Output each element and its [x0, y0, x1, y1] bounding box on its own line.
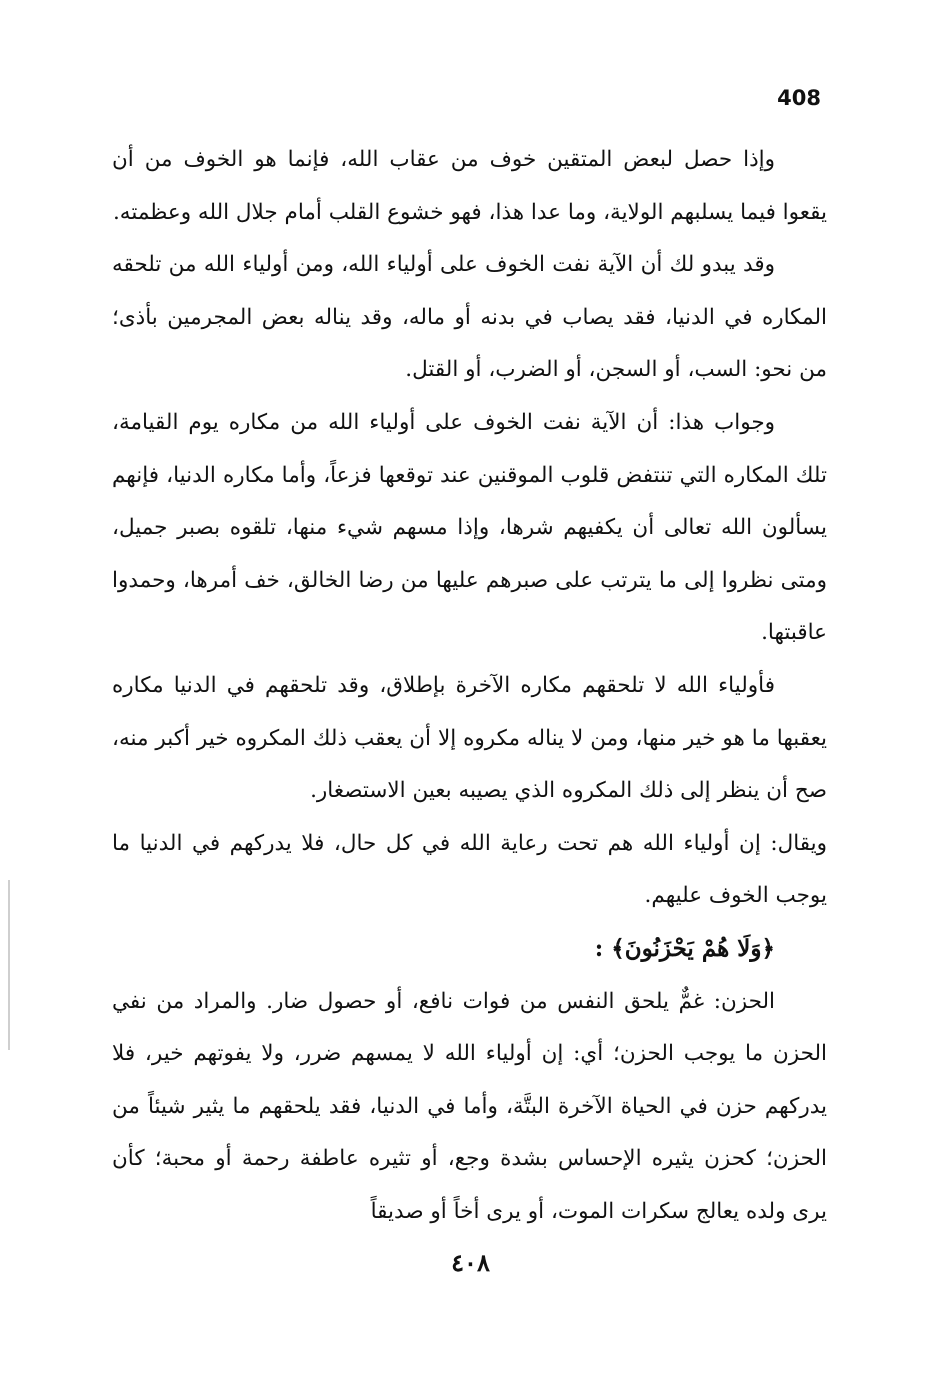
page-body	[112, 134, 827, 1238]
paragraph-5: ويقال: إن أولياء الله هم تحت رعاية الله في كل حال، فلا يدركهم في الدنيا ما يوجب الخوف عليهم.	[112, 830, 827, 909]
verse-close-bracket: ﴾	[611, 934, 625, 962]
paragraph-3: وجواب هذا: أن الآية نفت الخوف على أولياء الله من مكاره يوم القيامة، تلك المكاره التي تنتفض قلوب الموقنين عند توقعها فزعاً، وأما مكاره الدنيا، فإنهم يسألون الله تعالى أن يكفيهم شرها، وإذا مسهم شيء منها، تلقوه بصبر جميل، ومتى نظروا إلى ما يترتب على صبرهم عليها من رضا الخالق، خف أمرها، وحمدوا عاقبتها.	[112, 409, 827, 646]
verse-colon: :	[594, 934, 604, 962]
page-header-number: 408	[777, 86, 821, 110]
paragraph-1: وإذا حصل لبعض المتقين خوف من عقاب الله، فإنما هو الخوف من أن يقعوا فيما يسلبهم الولاية، وما عدا هذا، فهو خشوع القلب أمام جلال الله وعظمته.	[112, 147, 827, 225]
paragraph-6: الحزن: غمٌّ يلحق النفس من فوات نافع، أو حصول ضار. والمراد من نفي الحزن ما يوجب الحزن؛ أي: إن أولياء الله لا يمسهم ضرر، ولا يفوتهم خير، فلا يدركهم حزن في الحياة الآخرة البتَّة، وأما في الدنيا، فقد يلحقهم ما يثير شيئاً من الحزن؛ كحزن يثيره الإحساس بشدة وجع، أو تثيره عاطفة رحمة أو محبة؛ كأن يرى ولده يعالج سكرات الموت، أو يرى أخاً أو صديقاً	[112, 988, 827, 1224]
paragraph-4: فأولياء الله لا تلحقهم مكاره الآخرة بإطلاق، وقد تلحقهم في الدنيا مكاره يعقبها ما هو خير منها، ومن لا يناله مكروه إلا أن يعقب ذلك المكروه خير أكبر منه، صح أن ينظر إلى ذلك المكروه الذي يصيبه بعين الاستصغار.	[112, 672, 827, 804]
verse-text: وَلَا هُمْ يَحْزَنُونَ	[624, 934, 762, 962]
page-footer-number: ٤٠٨	[451, 1248, 490, 1277]
verse-open-bracket: ﴿	[761, 934, 775, 962]
scan-margin-shadow	[8, 880, 10, 1050]
quran-verse-heading	[112, 923, 827, 976]
paragraph-2: وقد يبدو لك أن الآية نفت الخوف على أولياء الله، ومن أولياء الله من تلحقه المكاره في الدنيا، فقد يصاب في بدنه أو ماله، وقد يناله بعض المجرمين بأذى؛ من نحو: السب، أو السجن، أو الضرب، أو القتل.	[112, 252, 827, 383]
